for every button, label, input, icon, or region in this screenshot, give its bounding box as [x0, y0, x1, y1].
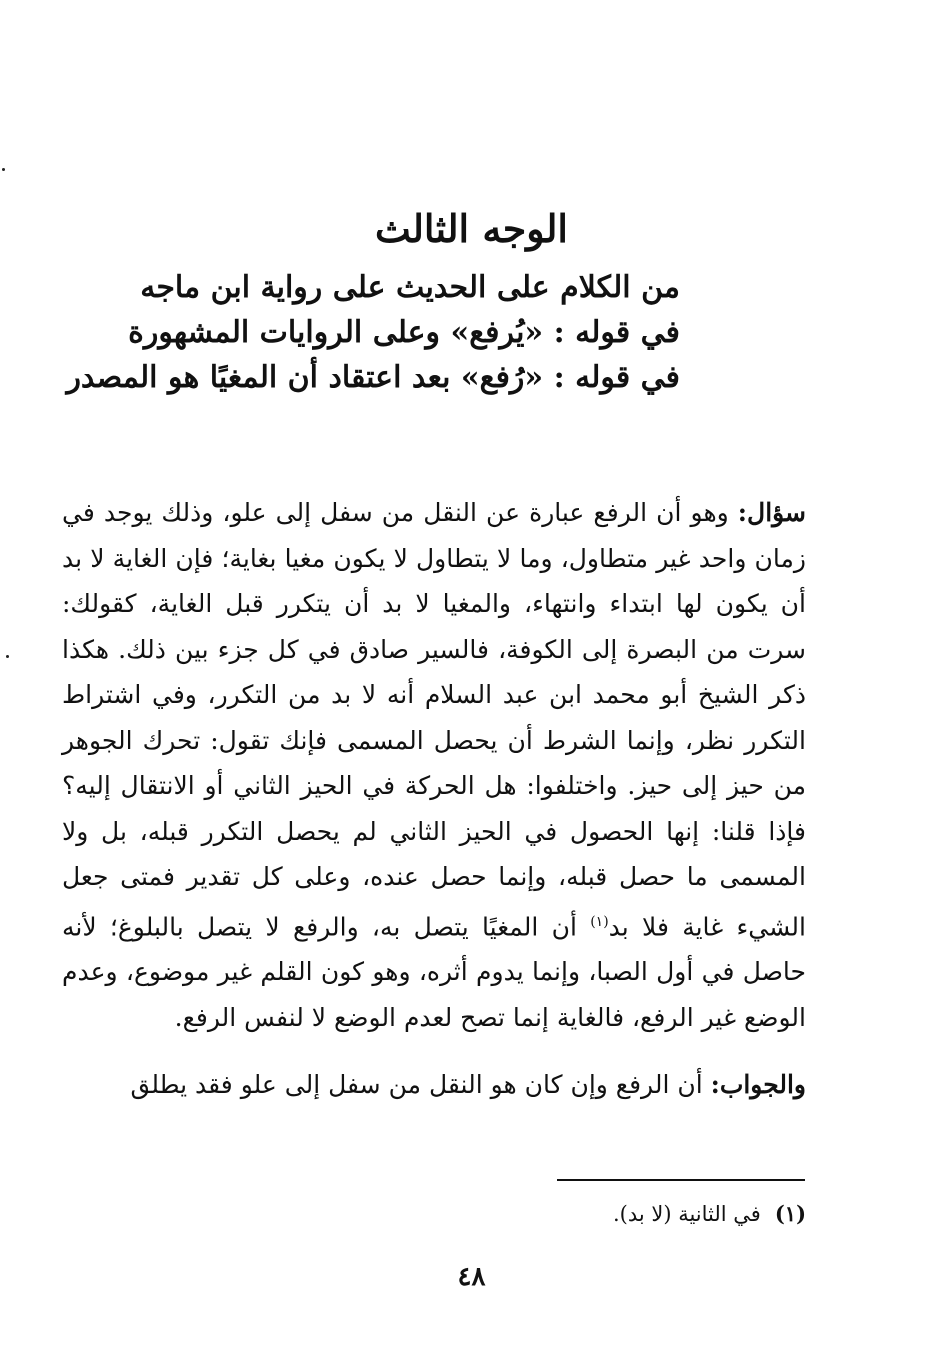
footnote-number: (١): [774, 1201, 806, 1226]
scan-mark-top: [2, 168, 5, 171]
question-lead: سؤال:: [737, 498, 806, 527]
footnote-text: في الثانية (لا بد).: [612, 1202, 761, 1226]
question-text-continued: أن المغيًا يتصل به، والرفع لا يتصل بالبلوغ؛ لأنه حاصل في أول الصبا، وإنما يدوم أثره، وهو كون القلم غير موضوع، وعدم الوضع غير الرفع، فالغاية إنما تصح لعدم الوضع لا لنفس الرفع.: [62, 911, 806, 1032]
section-title: الوجه الثالث: [375, 206, 568, 251]
footnote: [400, 1198, 806, 1230]
answer-lead: والجواب:: [710, 1070, 806, 1099]
answer-paragraph: [62, 1062, 806, 1107]
footnote-marker[interactable]: (١): [590, 913, 609, 930]
answer-text: أن الرفع وإن كان هو النقل من سفل إلى علو فقد يطلق: [130, 1070, 711, 1099]
section-subtitle: [66, 265, 680, 400]
footnote-divider: [557, 1179, 805, 1181]
question-text: وهو أن الرفع عبارة عن النقل من سفل إلى علو، وذلك يوجد في زمان واحد غير متطاول، وما لا يتطاول لا يكون مغيا بغاية؛ فإن الغاية لا بد أن يكون لها ابتداء وانتهاء، والمغيا لا بد أن يتكرر قبل الغاية، كقولك: سرت من البصرة إلى الكوفة، فالسير صادق في كل جزء بين ذلك. هكذا ذكر الشيخ أبو محمد ابن عبد السلام أنه لا بد من التكرر، وفي اشتراط التكرر نظر، وإنما الشرط أن يحصل المسمى فإنك تقول: تحرك الجوهر من حيز إلى حيز. واختلفوا: هل الحركة في الحيز الثاني أو الانتقال إليه؟ فإذا قلنا: إنها الحصول في الحيز الثاني لم يحصل التكرر قبله، بل ولا المسمى ما حصل قبله، وإنما حصل عنده، وعلى كل تقدير فمتى جعل الشيء غاية فلا بد: [62, 498, 806, 941]
subtitle-line: في قوله : «رُفع» بعد اعتقاد أن المغيًا هو المصدر: [66, 360, 680, 395]
subtitle-line: من الكلام على الحديث على رواية ابن ماجه: [140, 270, 680, 305]
subtitle-line: في قوله : «يُرفع» وعلى الروايات المشهورة: [128, 315, 680, 350]
page-number: ٤٨: [457, 1262, 486, 1292]
scan-mark-bottom: [6, 655, 9, 658]
question-paragraph: [62, 490, 806, 1040]
